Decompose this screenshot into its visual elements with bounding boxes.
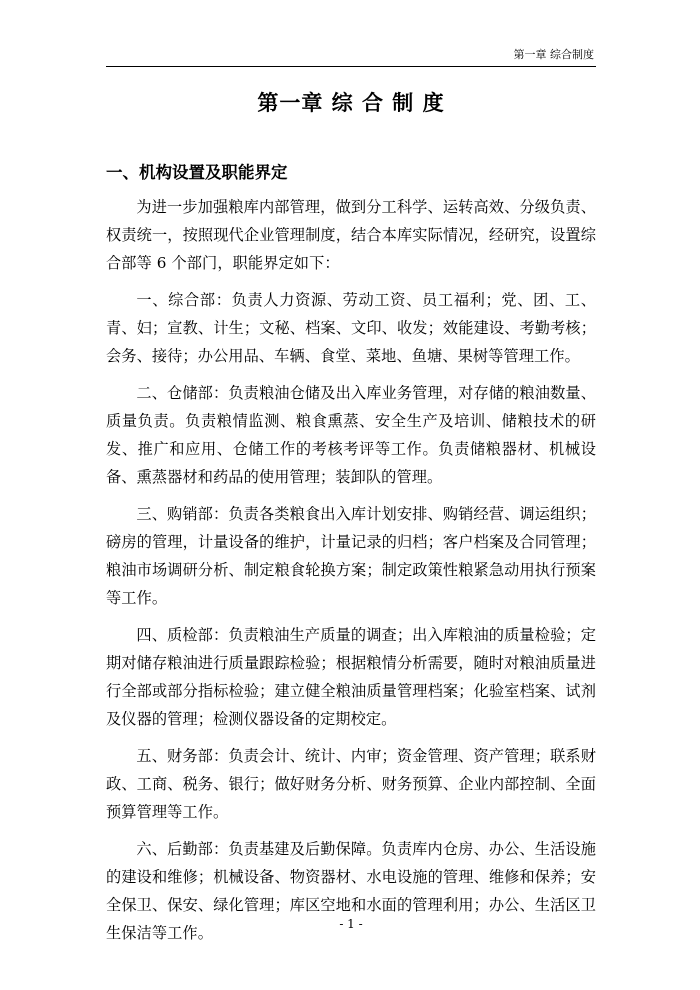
paragraph-purchase-sales-dept: 三、购销部：负责各类粮食出入库计划安排、购销经营、调运组织；磅房的管理，计量设备的维护，计量记录的归档；客户档案及合同管理；粮油市场调研分析、制定粮食轮换方案；制定政策性粮紧急动用执行预案等工作。 (106, 505, 596, 607)
paragraph-general-dept: 一、综合部：负责人力资源、劳动工资、员工福利；党、团、工、青、妇；宣教、计生；文秘、档案、文印、收发；效能建设、考勤考核；会务、接待；办公用品、车辆、食堂、菜地、鱼塘、果树等管理工作。 (106, 291, 596, 365)
paragraph-quality-dept: 四、质检部：负责粮油生产质量的调查；出入库粮油的质量检验；定期对储存粮油进行质量跟踪检验；根据粮情分析需要，随时对粮油质量进行全部或部分指标检验；建立健全粮油质量管理档案；化验室档案、试剂及仪器的管理；检测仪器设备的定期校定。 (106, 626, 596, 728)
paragraph-intro: 为进一步加强粮库内部管理，做到分工科学、运转高效、分级负责、权责统一，按照现代企业管理制度，结合本库实际情况，经研究，设置综合部等 6 个部门，职能界定如下： (106, 198, 596, 272)
running-title: 第一章 综合制度 (513, 48, 594, 61)
paragraph-logistics-dept: 六、后勤部：负责基建及后勤保障。负责库内仓房、办公、生活设施的建设和维修；机械设备、物资器材、水电设施的管理、维修和保养；安全保卫、保安、绿化管理；库区空地和水面的管理利用；办公、生活区卫生保洁等工作。 (106, 840, 596, 942)
section-body (106, 193, 596, 956)
paragraph-storage-dept: 二、仓储部：负责粮油仓储及出入库业务管理，对存储的粮油数量、质量负责。负责粮情监测、粮食熏蒸、安全生产及培训、储粮技术的研发、推广和应用、仓储工作的考核考评等工作。负责储粮器材、机械设备、熏蒸器材和药品的使用管理；装卸队的管理。 (106, 384, 596, 486)
chapter-title: 第一章 综 合 制 度 (257, 91, 445, 115)
paragraph-finance-dept: 五、财务部：负责会计、统计、内审；资金管理、资产管理；联系财政、工商、税务、银行；做好财务分析、财务预算、企业内部控制、全面预算管理等工作。 (106, 747, 596, 821)
page-header (106, 48, 596, 67)
section-heading: 一、机构设置及职能界定 (106, 163, 288, 182)
page-number: - 1 - (339, 917, 363, 931)
